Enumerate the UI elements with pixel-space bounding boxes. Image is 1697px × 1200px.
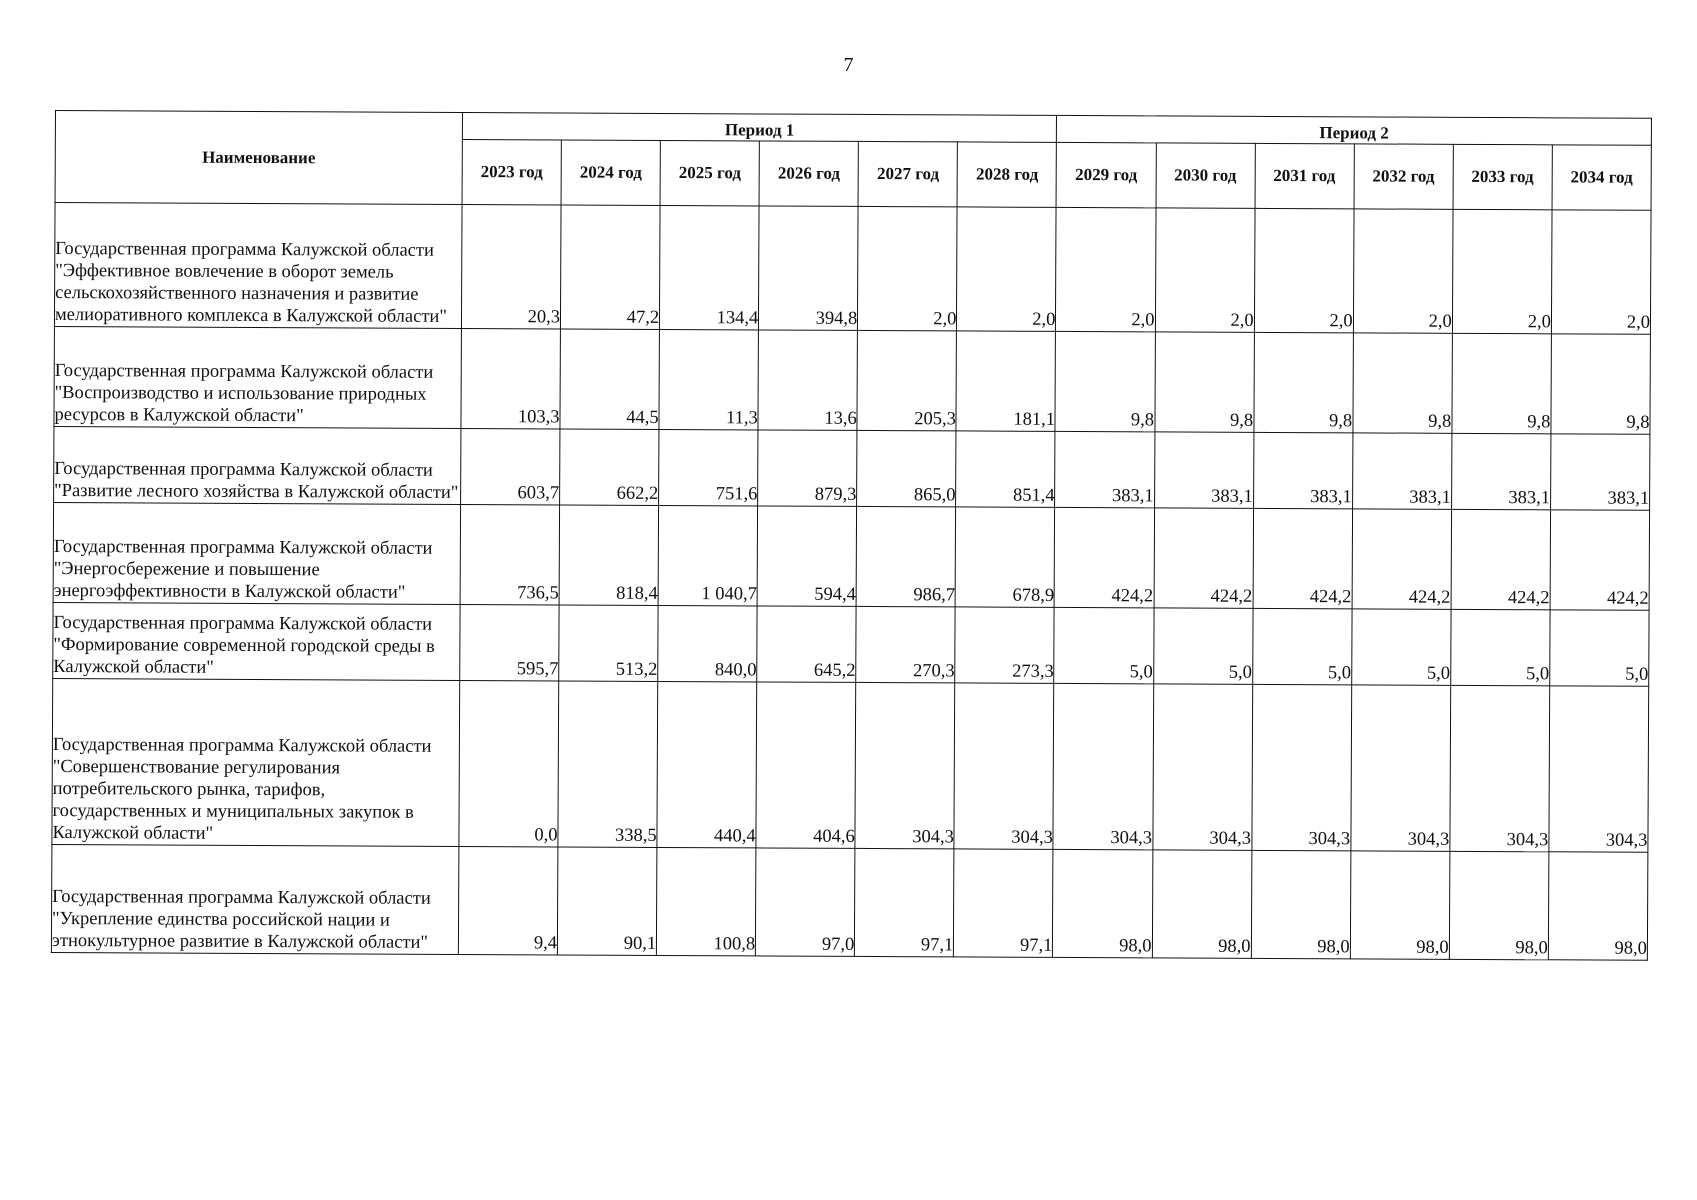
value-cell: 2,0 xyxy=(1551,210,1651,334)
value-cell: 678,9 xyxy=(955,507,1055,607)
value-cell: 2,0 xyxy=(1155,208,1255,332)
value-cell: 98,0 xyxy=(1152,850,1252,958)
table-row xyxy=(54,426,1650,510)
value-cell: 97,1 xyxy=(855,848,955,956)
value-cell: 424,2 xyxy=(1550,510,1650,610)
table-row xyxy=(54,203,1651,335)
value-cell: 13,6 xyxy=(758,330,858,430)
value-cell: 270,3 xyxy=(856,606,955,682)
value-cell: 304,3 xyxy=(855,682,955,848)
value-cell: 98,0 xyxy=(1350,851,1450,959)
value-cell: 383,1 xyxy=(1352,433,1451,509)
value-cell: 751,6 xyxy=(659,429,758,505)
program-name-cell: Государственная программа Калужской области "Совершенствование регулирования потребительского рынка, тарифов, государственных и муниципальных закупок в Калужской области" xyxy=(52,678,460,846)
value-cell: 404,6 xyxy=(756,682,856,848)
value-cell: 424,2 xyxy=(1154,508,1254,608)
value-cell: 90,1 xyxy=(557,847,657,955)
value-cell: 9,8 xyxy=(1055,331,1155,431)
value-cell: 338,5 xyxy=(558,681,658,847)
program-name-cell: Государственная программа Калужской области "Развитие лесного хозяйства в Калужской области" xyxy=(54,426,461,504)
value-cell: 5,0 xyxy=(1351,609,1450,685)
value-cell: 5,0 xyxy=(1450,609,1549,685)
value-cell: 2,0 xyxy=(1452,209,1552,333)
value-cell: 304,3 xyxy=(954,683,1054,849)
value-cell: 603,7 xyxy=(461,428,560,504)
table-row xyxy=(54,326,1650,434)
value-cell: 103,3 xyxy=(461,328,561,428)
program-name-cell: Государственная программа Калужской области "Воспроизводство и использование природных ресурсов в Калужской области" xyxy=(54,326,461,428)
value-cell: 424,2 xyxy=(1253,508,1353,608)
value-cell: 2,0 xyxy=(858,206,958,330)
year-header: 2034 год xyxy=(1552,145,1651,210)
value-cell: 11,3 xyxy=(659,329,759,429)
value-cell: 645,2 xyxy=(757,606,856,682)
value-cell: 383,1 xyxy=(1154,432,1253,508)
value-cell: 424,2 xyxy=(1055,507,1155,607)
table-row xyxy=(53,602,1649,686)
value-cell: 840,0 xyxy=(658,605,757,681)
value-cell: 5,0 xyxy=(1054,607,1153,683)
period-1-header: Период 1 xyxy=(462,112,1057,142)
value-cell: 304,3 xyxy=(1549,686,1649,852)
value-cell: 383,1 xyxy=(1550,434,1650,510)
name-column-header: Наименование xyxy=(55,111,462,205)
value-cell: 9,4 xyxy=(458,846,558,954)
value-cell: 818,4 xyxy=(559,505,659,605)
table-row xyxy=(51,844,1648,960)
year-header: 2029 год xyxy=(1057,142,1156,207)
value-cell: 20,3 xyxy=(461,204,561,328)
value-cell: 304,3 xyxy=(1053,683,1153,849)
year-header: 2032 год xyxy=(1354,144,1453,209)
value-cell: 383,1 xyxy=(1055,431,1154,507)
value-cell: 304,3 xyxy=(1252,684,1352,850)
year-header: 2030 год xyxy=(1156,143,1255,208)
period-2-header: Период 2 xyxy=(1057,115,1652,145)
value-cell: 424,2 xyxy=(1352,509,1452,609)
value-cell: 5,0 xyxy=(1252,608,1351,684)
value-cell: 865,0 xyxy=(857,430,956,506)
program-funding-table xyxy=(51,110,1652,961)
program-name-cell: Государственная программа Калужской области "Энергосбережение и повышение энергоэффективности в Калужской области" xyxy=(53,502,460,604)
program-name-cell: Государственная программа Калужской области "Укрепление единства российской нации и этнокультурное развитие в Калужской области" xyxy=(51,844,459,954)
value-cell: 97,1 xyxy=(954,849,1054,957)
value-cell: 2,0 xyxy=(1254,208,1354,332)
value-cell: 851,4 xyxy=(956,431,1055,507)
value-cell: 383,1 xyxy=(1253,432,1352,508)
value-cell: 44,5 xyxy=(560,329,660,429)
value-cell: 5,0 xyxy=(1550,610,1650,686)
value-cell: 9,8 xyxy=(1353,333,1453,433)
value-cell: 513,2 xyxy=(559,605,658,681)
value-cell: 304,3 xyxy=(1351,685,1451,851)
value-cell: 5,0 xyxy=(1153,608,1252,684)
value-cell: 440,4 xyxy=(657,681,757,847)
year-header: 2028 год xyxy=(957,142,1056,207)
year-header: 2023 год xyxy=(462,139,561,204)
value-cell: 9,8 xyxy=(1551,334,1651,434)
value-cell: 9,8 xyxy=(1154,332,1254,432)
year-header: 2024 год xyxy=(561,140,660,205)
value-cell: 2,0 xyxy=(1353,209,1453,333)
value-cell: 662,2 xyxy=(560,429,659,505)
value-cell: 879,3 xyxy=(758,430,857,506)
value-cell: 0,0 xyxy=(459,680,559,846)
value-cell: 273,3 xyxy=(955,607,1054,683)
value-cell: 2,0 xyxy=(1056,207,1156,331)
value-cell: 736,5 xyxy=(460,504,560,604)
value-cell: 134,4 xyxy=(660,205,760,329)
value-cell: 100,8 xyxy=(657,847,757,955)
year-header: 2031 год xyxy=(1255,143,1354,208)
program-name-cell: Государственная программа Калужской области "Эффективное вовлечение в оборот земель сельскохозяйственного назначения и развитие мелиоративного комплекса в Калужской области" xyxy=(54,203,462,329)
value-cell: 9,8 xyxy=(1452,333,1552,433)
value-cell: 98,0 xyxy=(1251,850,1351,958)
value-cell: 9,8 xyxy=(1254,332,1354,432)
value-cell: 986,7 xyxy=(856,506,956,606)
value-cell: 595,7 xyxy=(460,604,559,680)
value-cell: 383,1 xyxy=(1451,433,1550,509)
value-cell: 98,0 xyxy=(1548,852,1648,960)
year-header: 2026 год xyxy=(759,141,858,206)
year-header: 2027 год xyxy=(858,141,957,206)
value-cell: 304,3 xyxy=(1450,685,1550,851)
value-cell: 205,3 xyxy=(857,330,957,430)
value-cell: 594,4 xyxy=(757,506,857,606)
value-cell: 47,2 xyxy=(561,205,661,329)
value-cell: 98,0 xyxy=(1449,851,1549,959)
value-cell: 98,0 xyxy=(1053,849,1153,957)
value-cell: 97,0 xyxy=(756,848,856,956)
value-cell: 1 040,7 xyxy=(658,505,758,605)
year-header: 2033 год xyxy=(1453,144,1552,209)
value-cell: 394,8 xyxy=(759,206,859,330)
table-row xyxy=(53,502,1649,610)
value-cell: 304,3 xyxy=(1152,684,1252,850)
value-cell: 181,1 xyxy=(956,331,1056,431)
table-row xyxy=(52,678,1649,852)
year-header: 2025 год xyxy=(660,140,759,205)
page-number: 7 xyxy=(843,54,854,76)
value-cell: 2,0 xyxy=(957,207,1057,331)
value-cell: 424,2 xyxy=(1451,509,1551,609)
program-name-cell: Государственная программа Калужской области "Формирование современной городской среды в Калужской области" xyxy=(53,602,460,680)
